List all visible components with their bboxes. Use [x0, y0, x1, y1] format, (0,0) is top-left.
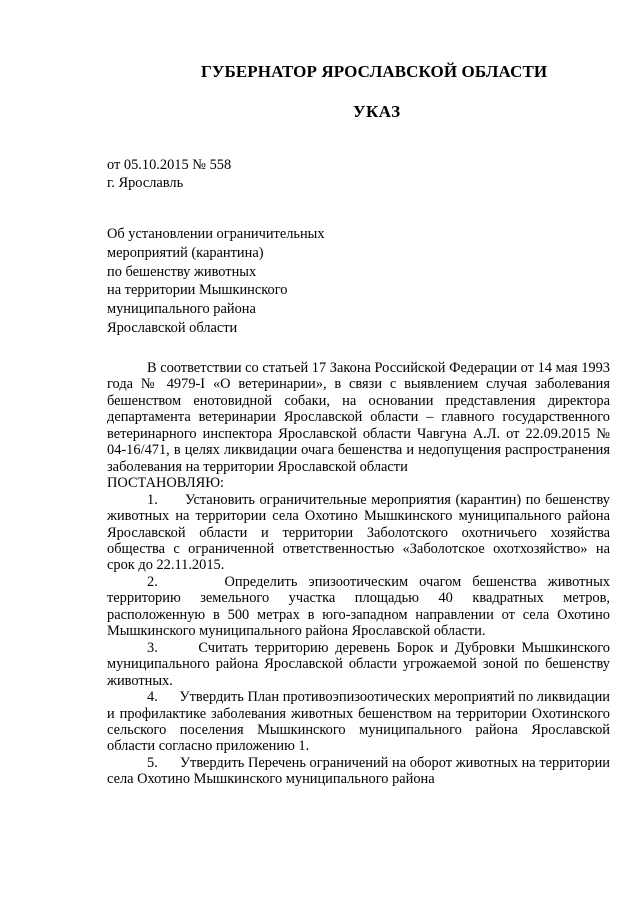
date-number: от 05.10.2015 № 558 [107, 157, 232, 173]
place: г. Ярославль [107, 175, 184, 191]
subject-line: мероприятий (карантина) [107, 244, 264, 261]
subject-line: Ярославской области [107, 319, 238, 336]
numbered-item: 1. Установить ограничительные мероприятия (карантин) по бешенству животных на территории села Охотино Мышкинского муниципального района Ярославской области и территории Заболотского охотничьего хозяйства общества с ограниченной ответственностью «Заболотское охотхозяйство» на срок до 22.11.2015. [107, 491, 610, 574]
numbered-item: 2. Определить эпизоотическим очагом бешенства животных территорию земельного участка площадью 40 квадратных метров, расположенную в 500 метрах в юго-западном направлении от села Охотино Мышкинского муниципального района Ярославской области. [107, 573, 610, 640]
numbered-item: 5. Утвердить Перечень ограничений на оборот животных на территории села Охотино Мышкинского муниципального района [107, 754, 610, 788]
preamble-paragraph: В соответствии со статьей 17 Закона Российской Федерации от 14 мая 1993 года № 4979-I «О ветеринарии», в связи с выявлением случая заболевания бешенством енотовидной собаки, на основании представления директора департамента ветеринарии Ярославской области – главного государственного ветеринарного инспектора Ярославской области Чавгуна А.Л. от 22.09.2015 № 04-16/471, в целях ликвидации очага бешенства и недопущения распространения заболевания на территории Ярославской области [107, 360, 610, 475]
numbered-item: 4. Утвердить План противоэпизоотических мероприятий по ликвидации и профилактике заболевания животных бешенством на территории Охотинского сельского поселения Мышкинского муниципального района Ярославской области согласно приложению 1. [107, 689, 610, 755]
document-meta [107, 156, 231, 192]
document-subject [107, 225, 325, 338]
document-type: УКАЗ [353, 102, 401, 121]
subject-line: на территории Мышкинского [107, 282, 288, 299]
document-body [107, 360, 610, 788]
issuing-authority: ГУБЕРНАТОР ЯРОСЛАВСКОЙ ОБЛАСТИ [201, 62, 548, 81]
subject-line: муниципального района [107, 301, 256, 318]
numbered-item: 3. Считать территорию деревень Борок и Дубровки Мышкинского муниципального района Ярославской области угрожаемой зоной по бешенству животных. [107, 639, 610, 689]
decree-word: ПОСТАНОВЛЯЮ: [107, 475, 225, 492]
subject-line: по бешенству животных [107, 263, 257, 280]
subject-line: Об установлении ограничительных [107, 226, 325, 242]
